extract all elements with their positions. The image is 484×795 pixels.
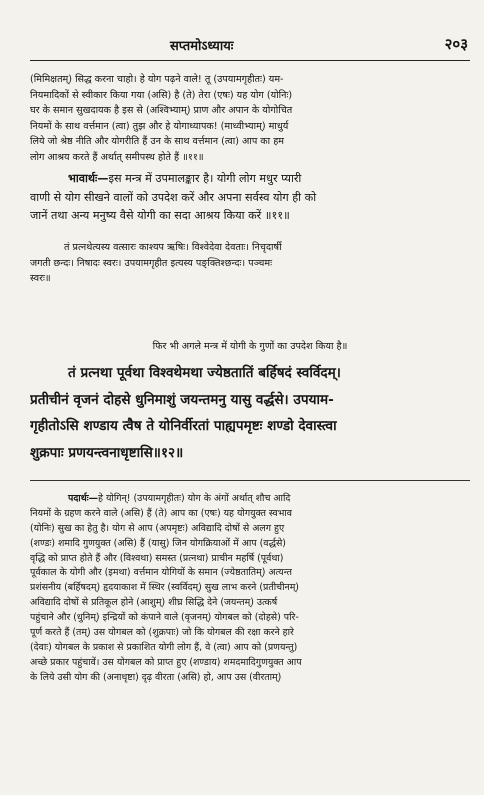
header-rule — [30, 60, 470, 61]
text-line: स्वरः॥ — [30, 273, 51, 285]
translation-part1 — [30, 72, 470, 166]
mantra-line: प्रतीचीनं वृजनं दोहसे धुनिमाशुं जयन्तमनु यासु वर्द्धसे। उपयाम- — [30, 391, 334, 408]
text-line: पहुंचाने और (धुनिम्) इन्द्रियों को कंपाने वाले (वृजनम्) योगबल को (दोहसे) परि- — [30, 612, 299, 624]
bhavartha-first-line — [30, 170, 470, 189]
text-line: पूर्ण करते हैं (तम्) उस योगबल को (शुक्रपाः) जो कि योगबल की रक्षा करने हारे — [30, 627, 294, 639]
text-line: पूर्वकाल के योगी और (इमथा) वर्त्तमान योगियों के समान (ज्येष्ठतातिम्) अत्यन्त — [30, 567, 292, 579]
bhavartha-section — [30, 170, 470, 226]
text-line: नियमों के ग्रहण करने वाले (असि) हैं (ते) आप का (एषः) यह योगयुक्त स्वभाव — [30, 507, 293, 519]
text-line: घर के समान सुखदायक है इस से (अश्विभ्याम्) प्राण और अपान के योगोचित — [30, 105, 293, 117]
bhavartha-label: भावार्थः— — [68, 172, 109, 185]
intro-section — [30, 339, 470, 355]
section-divider — [30, 480, 470, 481]
intro-line: फिर भी अगले मन्त्र में योगी के गुणों का उपदेश किया है॥ — [152, 341, 348, 352]
mantra-line: शुक्रपाः प्रणयन्त्वनाधृष्टासि॥१२॥ — [30, 444, 184, 461]
padartha-section — [30, 492, 470, 686]
mantra-line: तं प्रत्नथा पूर्वथा विश्वथेमथा ज्येष्ठतातिं बर्हिषदं स्वर्विदम्। — [68, 365, 341, 381]
padartha-text: हे योगिन्! (उपयामगृहीतः) योग के अंगों अर्थात् शौच आदि — [98, 493, 291, 504]
text-line: नियमों के साथ वर्त्तमान (त्वा) तुझ और हे योगाध्यापक! (माध्वीभ्याम्) माधुर्य — [30, 120, 289, 132]
mantra-section — [30, 360, 470, 466]
text-line: लोग आश्रय करते हैं अर्थात् समीपस्थ होते हैं ॥११॥ — [30, 151, 204, 163]
text-line: जानें तथा अन्य मनुष्य वैसे योगी का सदा आश्रय किया करें ॥११॥ — [30, 209, 290, 223]
text-line: अच्छे प्रकार पहुंचावें। उस योगबल को प्राप्त हुए (शण्डाय) शमदमादिगुणयुक्त आप — [30, 656, 302, 668]
text-line: नियमादिकों से स्वीकार किया गया (असि) है (ते) तेरा (एषः) यह योग (योनिः) — [30, 89, 293, 101]
padartha-label: पदार्थः— — [68, 493, 98, 504]
chapter-title: सप्तमोऽध्यायः — [170, 39, 234, 54]
text-line: (योनिः) सुख का हेतु है। योग से आप (अपमृष्टः) अविद्यादि दोषों से अलग हुए — [30, 522, 285, 534]
mantra-line: गृहीतोऽसि शण्डाय त्वैष ते योनिर्वीरतां पाह्यपमृष्टः शण्डो देवास्त्वा — [30, 418, 337, 434]
text-line: (देवाः) योगबल के प्रकाश से प्रकाशित योगी लोग हैं, वे (त्वा) आप को (प्रणयन्तु) — [30, 641, 298, 653]
text-line: (मिमिक्षतम्) सिद्ध करना चाहो। हे योग पढ़ने वाले! तू (उपयामगृहीतः) यम- — [30, 74, 284, 85]
anukramani-section — [30, 240, 470, 287]
page-header — [30, 34, 470, 58]
text-line: तं प्रत्नथेत्यस्य वत्सारः काश्यप ऋषिः। विश्वेदेवा देवताः। निचृदार्षी — [64, 242, 282, 253]
text-line: वाणी से योग सीखने वालों को उपदेश करें और अपना सर्वस्व योग ही को — [30, 190, 317, 204]
text-line: अविद्यादि दोषों से प्रतिकूल होने (आशुम्) शीघ्र सिद्धि देने (जयन्तम्) उत्कर्ष — [30, 597, 278, 609]
text-line: के लिये उसी योग की (अनाधृष्टा) दृढ़ वीरता (असि) हो, आप उस (वीरताम्) — [30, 671, 282, 683]
text-line: प्रशंसनीय (बर्हिषदम्) हृदयाकाश में स्थिर (स्वर्विदम्) सुख लाभ करने (प्रतीचीनम्) — [30, 582, 299, 594]
text-line: (शण्डः) शमादि गुणयुक्त (असि) हैं (यासु) जिन योगक्रियाओं में आप (वर्द्धसे) — [30, 537, 286, 549]
padartha-first-line — [30, 492, 470, 507]
text-line: वृद्धि को प्राप्त होते हैं और (विश्वथा) समस्त (प्रत्नथा) प्राचीन महर्षि (पूर्वथा) — [30, 552, 284, 564]
text-line: लिये जो श्रेष्ठ नीति और योगरीति हैं उन के साथ वर्त्तमान (त्वा) आप का हम — [30, 136, 285, 148]
bhavartha-text: इस मन्त्र में उपमालङ्कार है। योगी लोग मधुर प्यारी — [108, 172, 302, 185]
text-line: जगती छन्दः। निषादः स्वरः। उपयामगृहीत इत्यस्य पङ्क्तिश्छन्दः। पञ्चमः — [30, 257, 273, 269]
page-number: २०३ — [444, 35, 468, 53]
